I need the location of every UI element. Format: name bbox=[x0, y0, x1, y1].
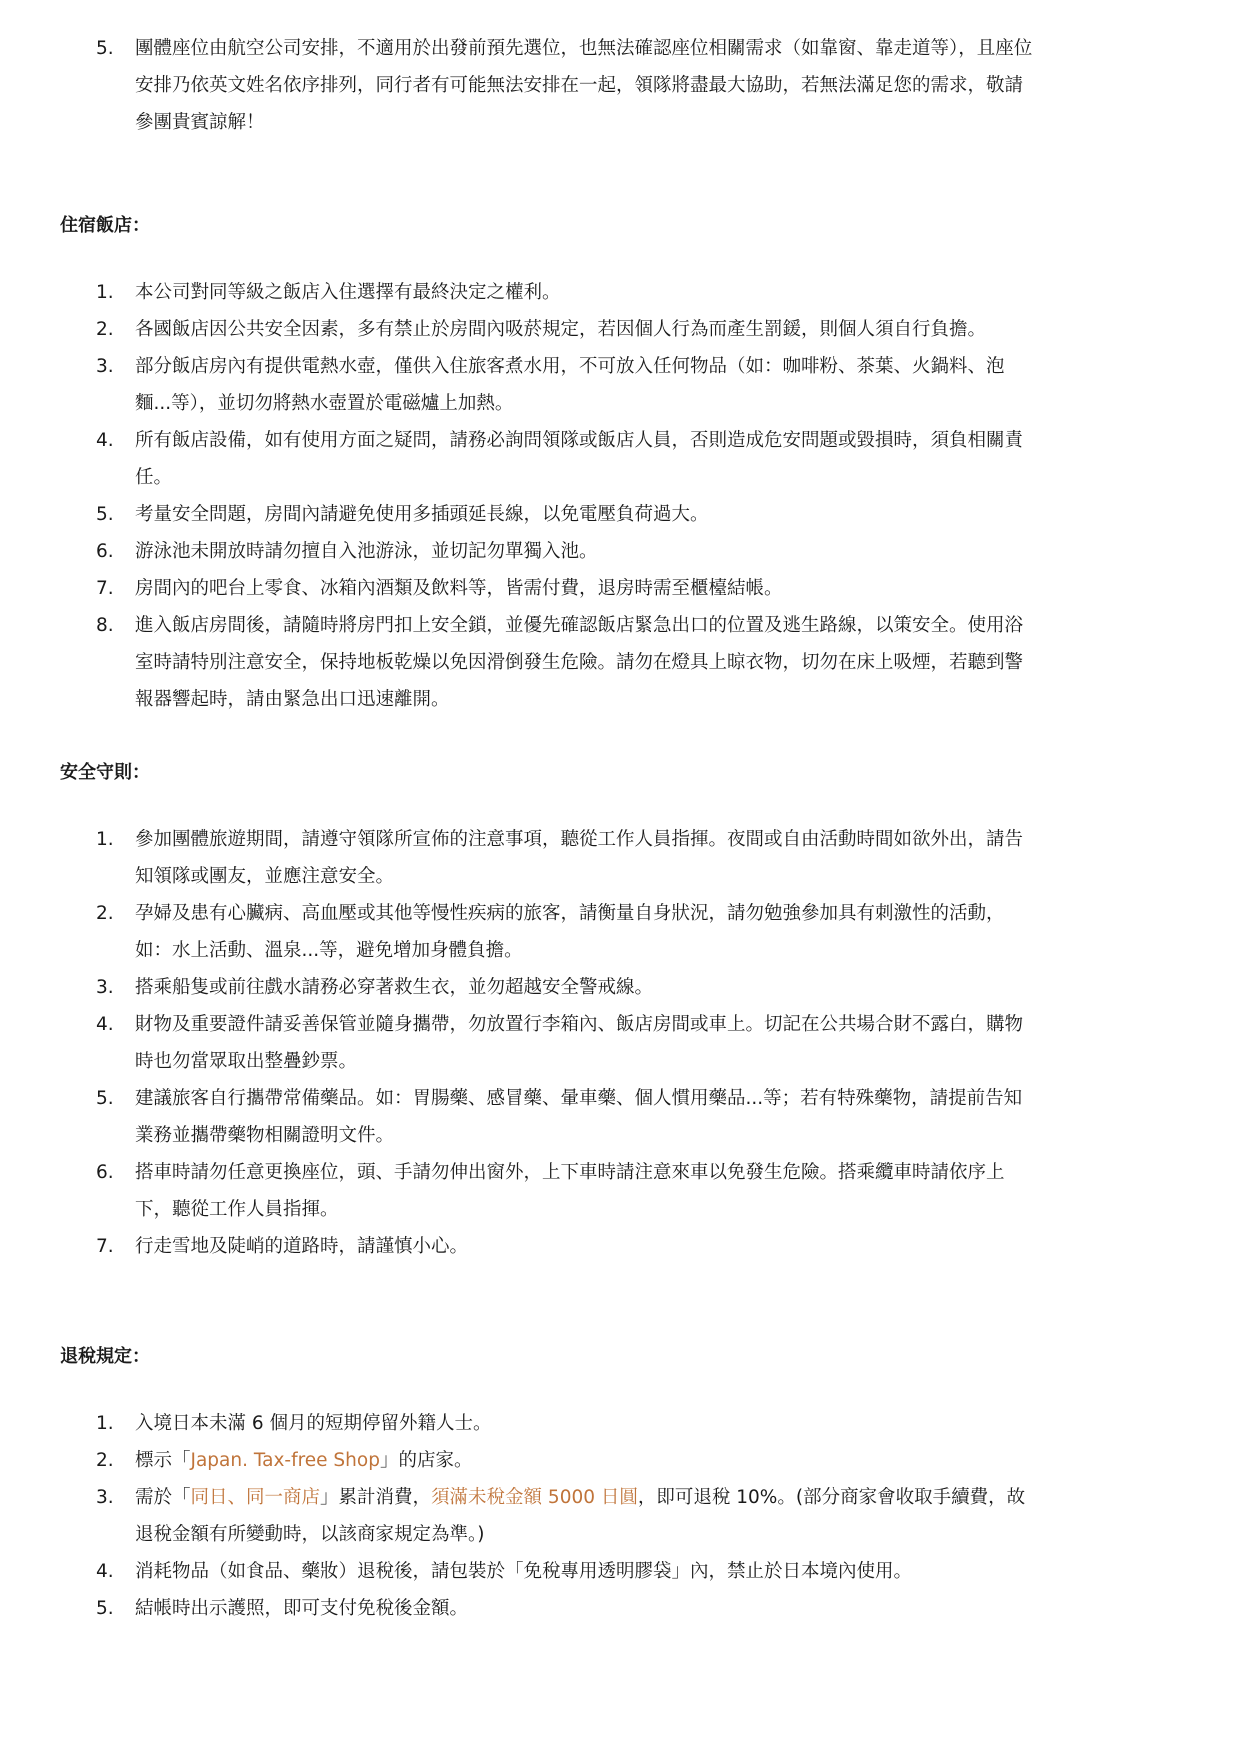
list-item bbox=[0, 1553, 1040, 1590]
list-text: 搭車時請勿任意更換座位，頭、手請勿伸出窗外，上下車時請注意來車以免發生危險。搭乘纜車時請依序上下，聽從工作人員指揮。 bbox=[135, 1162, 1005, 1220]
list-item bbox=[0, 30, 1040, 141]
list-item bbox=[0, 1590, 1040, 1627]
list-number: 6. bbox=[96, 541, 114, 562]
list-number: 5. bbox=[96, 38, 114, 59]
list-text: 考量安全問題，房間內請避免使用多插頭延長線，以免電壓負荷過大。 bbox=[135, 504, 709, 525]
list-number: 1. bbox=[96, 829, 114, 850]
list-text-post: ，即可退稅 10%。(部分商家會收取手續費，故退稅金額有所變動時，以該商家規定為準。) bbox=[135, 1487, 1026, 1545]
section-heading: 退稅規定： bbox=[60, 1346, 150, 1367]
list-item bbox=[0, 422, 1040, 496]
list-number: 5. bbox=[96, 504, 114, 525]
list-text: 參加團體旅遊期間，請遵守領隊所宣佈的注意事項，聽從工作人員指揮。夜間或自由活動時間如欲外出，請告知領隊或團友，並應注意安全。 bbox=[135, 829, 1024, 887]
list-number: 8. bbox=[96, 615, 114, 636]
list-number: 3. bbox=[96, 1487, 114, 1508]
list-item bbox=[0, 496, 1040, 533]
tax-free-shop-highlight: Japan. Tax-free Shop bbox=[190, 1450, 380, 1471]
list-item bbox=[0, 821, 1040, 895]
list-text-mid: 」累計消費， bbox=[320, 1487, 432, 1508]
minimum-amount-highlight: 須滿未稅金額 5000 日圓 bbox=[431, 1487, 638, 1508]
list-item bbox=[0, 311, 1040, 348]
section-heading: 安全守則： bbox=[60, 762, 150, 783]
list-text: 房間內的吧台上零食、冰箱內酒類及飲料等，皆需付費，退房時需至櫃檯結帳。 bbox=[135, 578, 783, 599]
list-item bbox=[0, 1479, 1040, 1553]
list-item bbox=[0, 607, 1040, 718]
list-number: 5. bbox=[96, 1088, 114, 1109]
list-item bbox=[0, 348, 1040, 422]
list-item bbox=[0, 1405, 1040, 1442]
list-text: 消耗物品（如食品、藥妝）退稅後，請包裝於「免稅專用透明膠袋」內，禁止於日本境內使用。 bbox=[135, 1561, 913, 1582]
tax-list bbox=[0, 1405, 1241, 1627]
list-number: 2. bbox=[96, 319, 114, 340]
list-item bbox=[0, 895, 1040, 969]
list-number: 7. bbox=[96, 578, 114, 599]
list-text: 進入飯店房間後，請隨時將房門扣上安全鎖，並優先確認飯店緊急出口的位置及逃生路線，以策安全。使用浴室時請特別注意安全，保持地板乾燥以免因滑倒發生危險。請勿在燈具上晾衣物，切勿在床上吸煙，若聽到警報器響起時，請由緊急出口迅速離開。 bbox=[135, 615, 1024, 710]
list-text: 所有飯店設備，如有使用方面之疑問，請務必詢問領隊或飯店人員，否則造成危安問題或毀損時，須負相關責任。 bbox=[135, 430, 1024, 488]
list-item bbox=[0, 1442, 1040, 1479]
list-item bbox=[0, 1006, 1040, 1080]
list-item bbox=[0, 1228, 1040, 1265]
list-text: 結帳時出示護照，即可支付免稅後金額。 bbox=[135, 1598, 469, 1619]
list-number: 2. bbox=[96, 1450, 114, 1471]
list-text: 建議旅客自行攜帶常備藥品。如：胃腸藥、感冒藥、暈車藥、個人慣用藥品...等；若有特殊藥物，請提前告知業務並攜帶藥物相關證明文件。 bbox=[135, 1088, 1023, 1146]
section-heading: 住宿飯店： bbox=[60, 215, 150, 236]
list-item bbox=[0, 969, 1040, 1006]
seat-list bbox=[0, 30, 1241, 141]
same-day-shop-highlight: 同日、同一商店 bbox=[190, 1487, 321, 1508]
list-item bbox=[0, 1154, 1040, 1228]
list-item bbox=[0, 570, 1040, 607]
list-text: 團體座位由航空公司安排，不適用於出發前預先選位，也無法確認座位相關需求（如靠窗、靠走道等），且座位安排乃依英文姓名依序排列，同行者有可能無法安排在一起，領隊將盡最大協助，若無法滿足您的需求，敬請參團貴賓諒解！ bbox=[135, 38, 1033, 133]
list-number: 3. bbox=[96, 356, 114, 377]
list-number: 1. bbox=[96, 1413, 114, 1434]
list-number: 3. bbox=[96, 977, 114, 998]
list-text: 各國飯店因公共安全因素，多有禁止於房間內吸菸規定，若因個人行為而產生罰鍰，則個人須自行負擔。 bbox=[135, 319, 987, 340]
list-number: 4. bbox=[96, 1561, 114, 1582]
list-text: 本公司對同等級之飯店入住選擇有最終決定之權利。 bbox=[135, 282, 561, 303]
list-number: 5. bbox=[96, 1598, 114, 1619]
list-number: 7. bbox=[96, 1236, 114, 1257]
list-text: 財物及重要證件請妥善保管並隨身攜帶，勿放置行李箱內、飯店房間或車上。切記在公共場合財不露白，購物時也勿當眾取出整疊鈔票。 bbox=[135, 1014, 1024, 1072]
hotel-list bbox=[0, 274, 1241, 718]
safety-list bbox=[0, 821, 1241, 1265]
list-item bbox=[0, 1080, 1040, 1154]
list-text-pre: 標示「 bbox=[135, 1450, 191, 1471]
list-item bbox=[0, 533, 1040, 570]
list-text: 行走雪地及陡峭的道路時，請謹慎小心。 bbox=[135, 1236, 469, 1257]
list-number: 4. bbox=[96, 1014, 114, 1035]
list-text: 孕婦及患有心臟病、高血壓或其他等慢性疾病的旅客，請衡量自身狀況，請勿勉強參加具有刺激性的活動，如：水上活動、溫泉...等，避免增加身體負擔。 bbox=[135, 903, 1005, 961]
list-text: 游泳池未開放時請勿擅自入池游泳，並切記勿單獨入池。 bbox=[135, 541, 598, 562]
list-text: 搭乘船隻或前往戲水請務必穿著救生衣，並勿超越安全警戒線。 bbox=[135, 977, 654, 998]
list-text-pre: 需於「 bbox=[135, 1487, 191, 1508]
list-item bbox=[0, 274, 1040, 311]
list-number: 4. bbox=[96, 430, 114, 451]
list-number: 6. bbox=[96, 1162, 114, 1183]
list-text-post: 」的店家。 bbox=[379, 1450, 473, 1471]
list-text: 入境日本未滿 6 個月的短期停留外籍人士。 bbox=[135, 1413, 492, 1434]
list-number: 2. bbox=[96, 903, 114, 924]
list-text: 部分飯店房內有提供電熱水壺，僅供入住旅客煮水用，不可放入任何物品（如：咖啡粉、茶葉、火鍋料、泡麵...等），並切勿將熱水壺置於電磁爐上加熱。 bbox=[135, 356, 1005, 414]
list-number: 1. bbox=[96, 282, 114, 303]
